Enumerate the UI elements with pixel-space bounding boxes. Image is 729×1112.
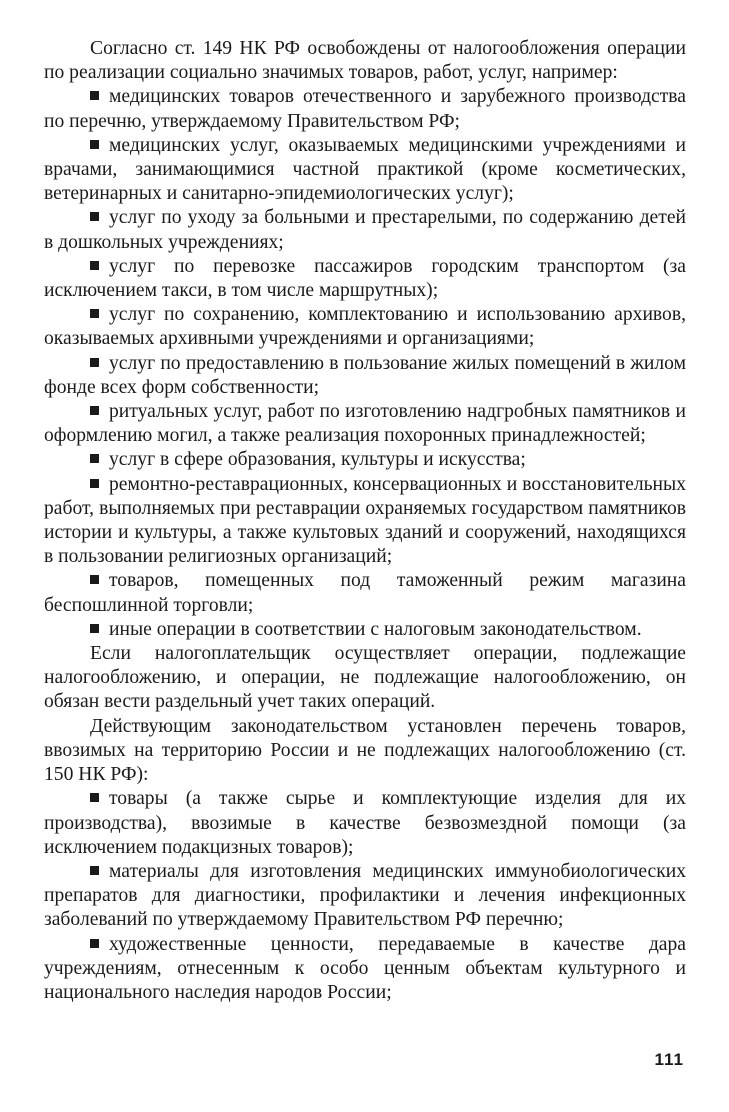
list-item [44, 473, 686, 570]
square-bullet-icon [90, 793, 99, 802]
list-item-text: товаров, помещенных под таможенный режим магазина беспошлинной торговли; [44, 570, 686, 616]
square-bullet-icon [90, 91, 99, 100]
separate-accounting-paragraph: Если налогоплательщик осуществляет операции, подлежащие налогообложению, и операции, не подлежащие налогообложению, он обязан вести раздельный учет таких операций. [44, 643, 686, 713]
square-bullet-icon [90, 939, 99, 948]
list-item-text: ритуальных услуг, работ по изготовлению надгробных памятников и оформлению могил, а также реализация похоронных принадлежностей; [44, 401, 686, 447]
list-item-text: медицинских услуг, оказываемых медицинскими учреждениями и врачами, занимающимися частной практикой (кроме косметических, ветеринарных и санитарно-эпидемиологических услуг); [44, 134, 686, 205]
square-bullet-icon [90, 624, 99, 633]
square-bullet-icon [90, 406, 99, 415]
intro-paragraph: Согласно ст. 149 НК РФ освобождены от налогообложения операции по реализации социально значимых товаров, работ, услуг, например: [44, 38, 686, 84]
square-bullet-icon [90, 358, 99, 367]
list-item-text: материалы для изготовления медицинских иммунобиологических препаратов для диагностики, профилактики и лечения инфекционных заболеваний по утверждаемому Правительством РФ перечню; [44, 860, 686, 931]
list-item-text: иные операции в соответствии с налоговым законодательством. [109, 618, 642, 640]
list-item [44, 352, 686, 400]
square-bullet-icon [90, 866, 99, 875]
list-item [44, 303, 686, 351]
list-item-text: услуг по уходу за больными и престарелыми, по содержанию детей в дошкольных учреждениях; [44, 207, 686, 253]
list-item [44, 85, 686, 133]
page-number: 111 [654, 1050, 684, 1069]
list-item-text: ремонтно-реставрационных, консервационных и восстановительных работ, выполняемых при реставрации охраняемых государством памятников истории и культуры, а также культовых зданий и сооружений, находящихся в пользовании религиозных организаций; [44, 473, 686, 568]
list-item [44, 206, 686, 254]
list-item [44, 448, 686, 472]
list-item [44, 255, 686, 303]
list-item [44, 569, 686, 617]
list-item-text: услуг по предоставлению в пользование жилых помещений в жилом фонде всех форм собственности; [44, 352, 686, 398]
exempt-imports-list [44, 787, 686, 1005]
list-item [44, 618, 686, 642]
list-item [44, 933, 686, 1006]
square-bullet-icon [90, 212, 99, 221]
list-item-text: товары (а также сырье и комплектующие изделия для их производства), ввозимые в качестве безвозмездной помощи (за исключением подакцизных товаров); [44, 788, 686, 858]
square-bullet-icon [90, 454, 99, 463]
list-item-text: услуг по перевозке пассажиров городским транспортом (за исключением такси, в том числе маршрутных); [44, 255, 686, 302]
list-item-text: услуг по сохранению, комплектованию и использованию архивов, оказываемых архивными учреждениями и организациями; [44, 304, 686, 350]
list-item [44, 400, 686, 448]
square-bullet-icon [90, 140, 99, 149]
square-bullet-icon [90, 261, 99, 270]
list-item [44, 787, 686, 860]
square-bullet-icon [90, 309, 99, 318]
imports-intro-paragraph: Действующим законодательством установлен перечень товаров, ввозимых на территорию России и не подлежащих налогообложению (ст. 150 НК РФ): [44, 715, 686, 786]
list-item [44, 860, 686, 933]
square-bullet-icon [90, 479, 99, 488]
list-item-text: медицинских товаров отечественного и зарубежного производства по перечню, утверждаемому Правительством РФ; [44, 86, 686, 132]
exempt-operations-list [44, 85, 686, 642]
square-bullet-icon [90, 575, 99, 584]
page-body [44, 37, 686, 1005]
list-item-text: услуг в сфере образования, культуры и искусства; [109, 449, 526, 471]
list-item-text: художественные ценности, передаваемые в качестве дара учреждениям, отнесенным к особо ценным объектам культурного и национального наследия народов России; [44, 933, 686, 1003]
list-item [44, 134, 686, 207]
